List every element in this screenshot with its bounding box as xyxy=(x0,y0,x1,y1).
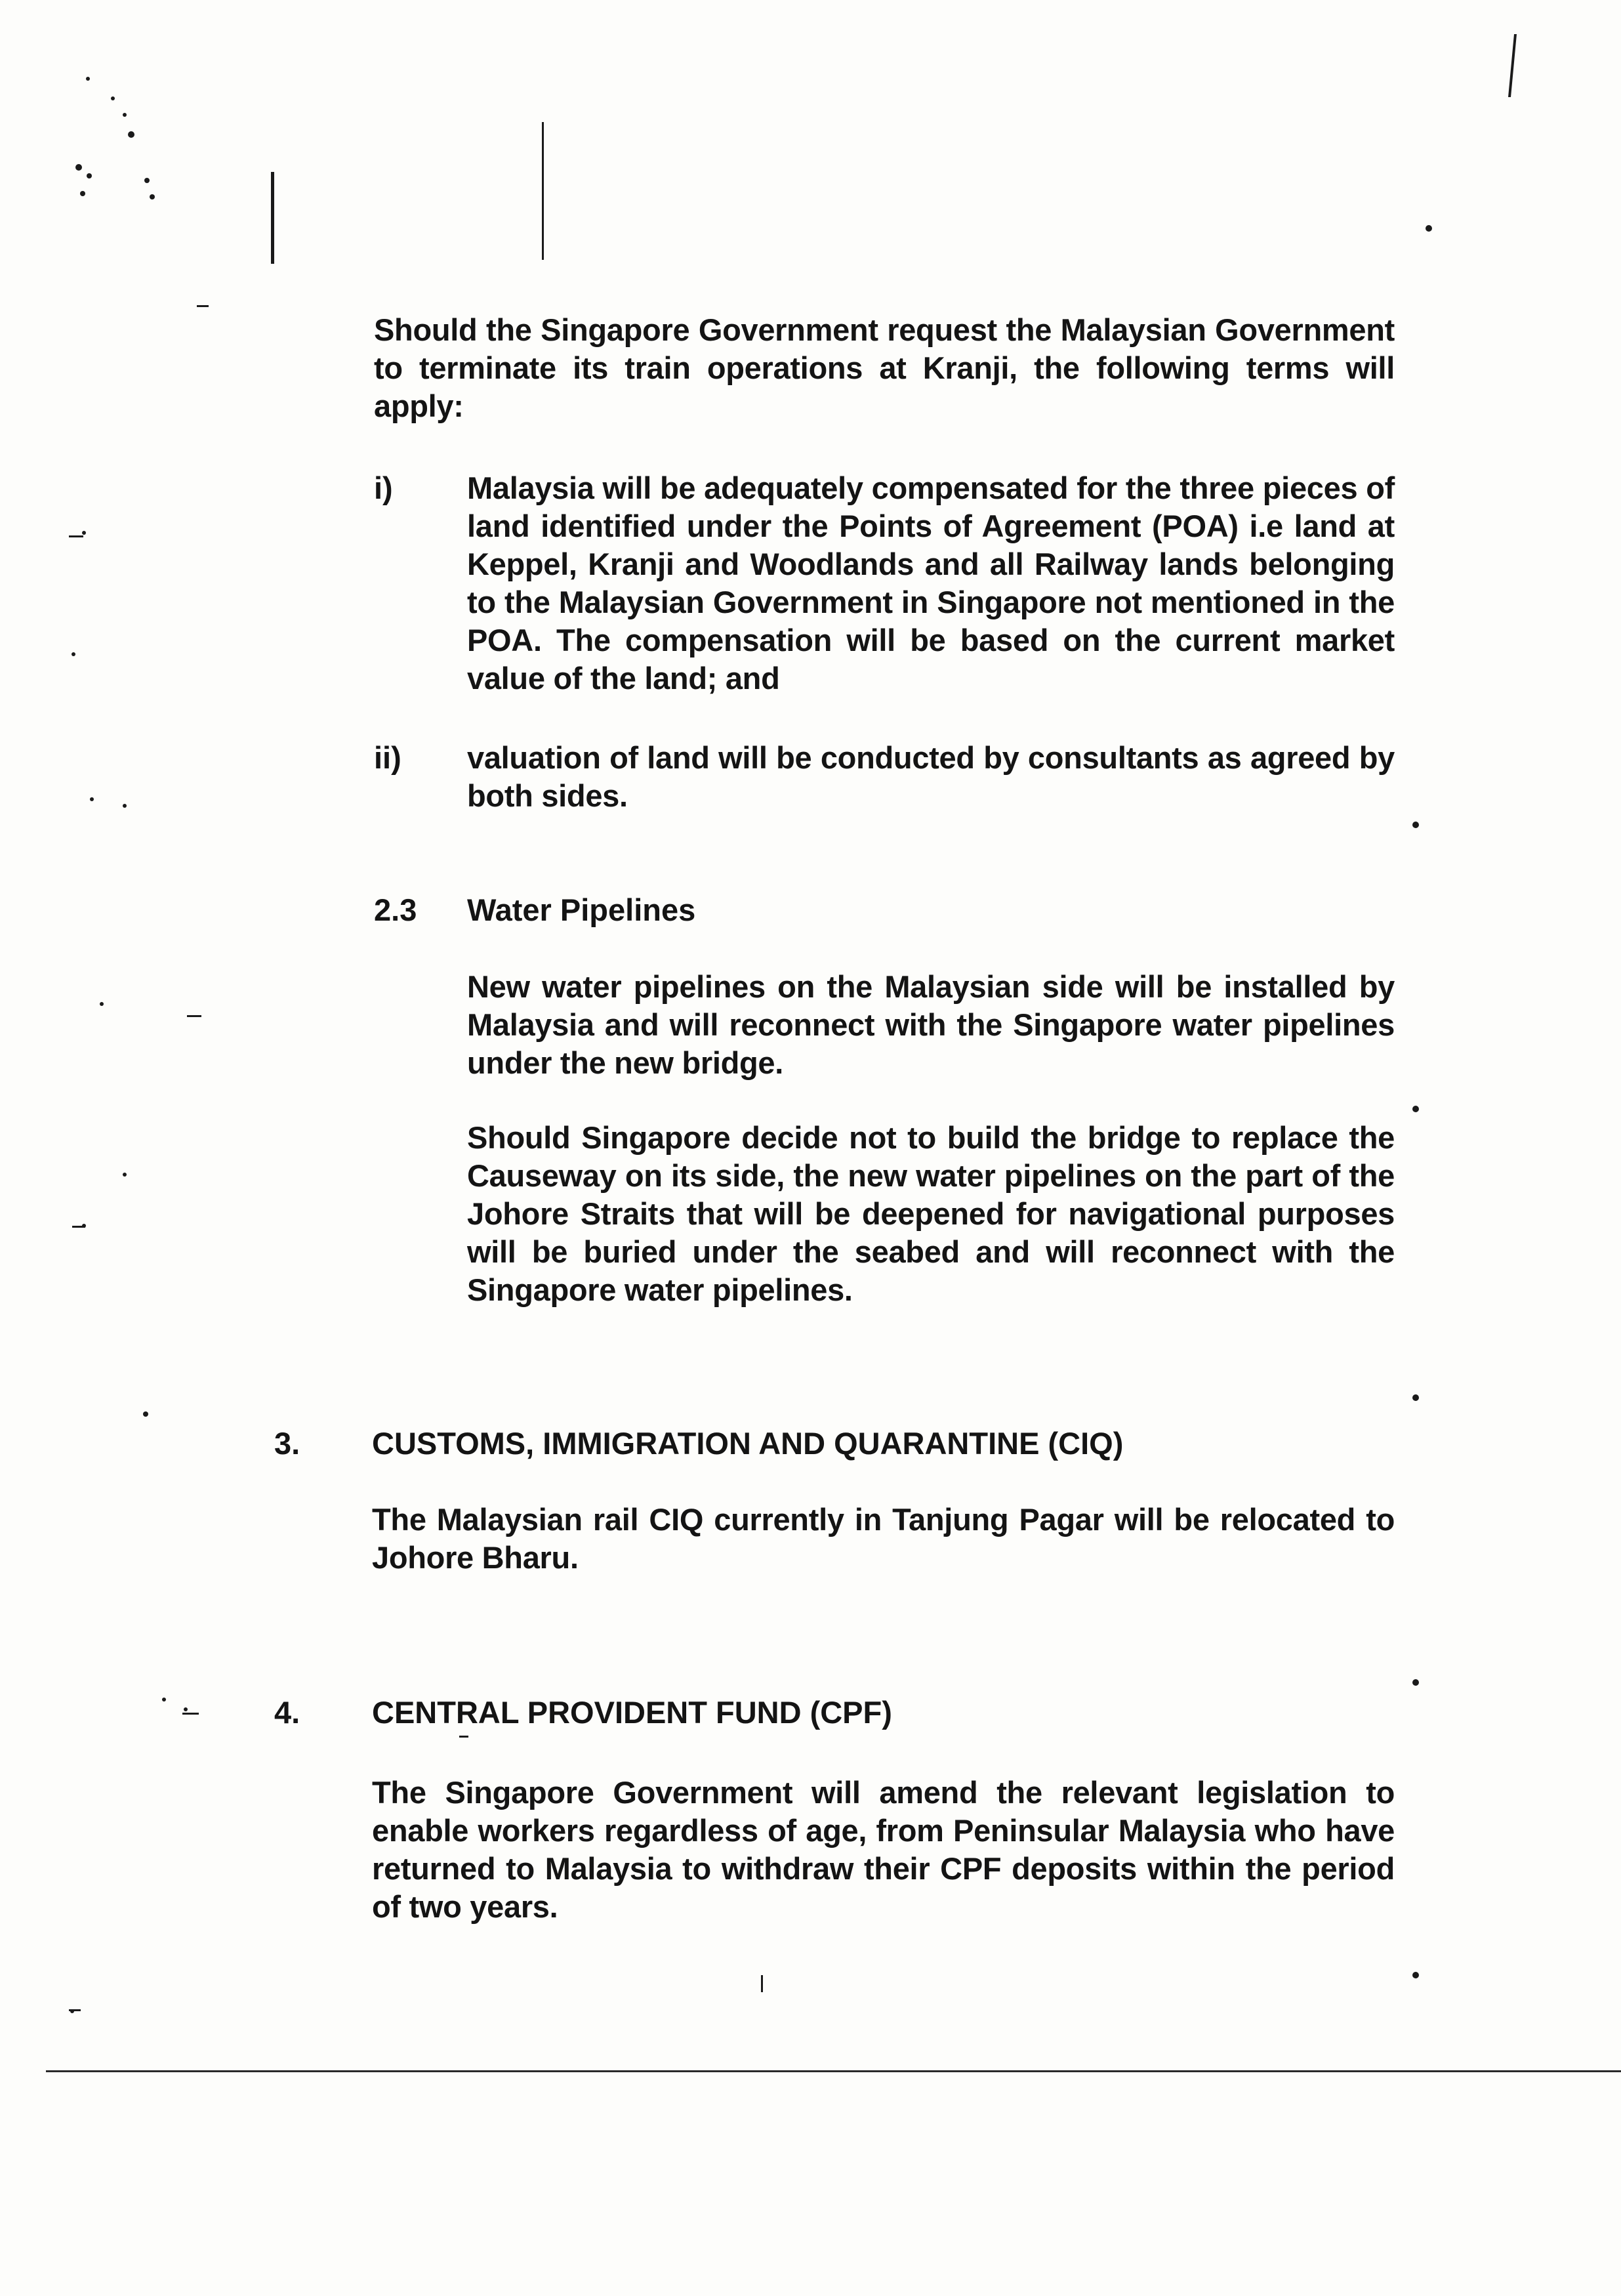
term-text-1: Malaysia will be adequately compensated for the three pieces of land identified under the Points of Agreement (POA) i.e land at Keppel, Kranji and Woodlands and all Railway lands belonging to the Malaysian Government in Singapore not mentioned in the POA. The compensation will be based on the current market value of the land; and xyxy=(467,470,1395,696)
section-3-title: CUSTOMS, IMMIGRATION AND QUARANTINE (CIQ) xyxy=(372,1426,1124,1461)
section-4-number: 4. xyxy=(274,1695,300,1730)
term-marker-1: i) xyxy=(374,470,393,505)
section-3-paragraph: The Malaysian rail CIQ currently in Tanjung Pagar will be relocated to Johore Bharu. xyxy=(372,1502,1395,1575)
section-3-number: 3. xyxy=(274,1426,300,1461)
section-2-3-number: 2.3 xyxy=(374,892,417,927)
section-4-title: CENTRAL PROVIDENT FUND (CPF) xyxy=(372,1695,892,1730)
intro-paragraph: Should the Singapore Government request the Malaysian Government to terminate its train operations at Kranji, the following terms will apply: xyxy=(374,312,1395,423)
term-marker-2: ii) xyxy=(374,740,401,775)
footer-rule xyxy=(46,2070,1621,2072)
section-2-3-paragraph-1: New water pipelines on the Malaysian side will be installed by Malaysia and will reconnect with the Singapore water pipelines under the new bridge. xyxy=(467,969,1395,1080)
section-2-3-title: Water Pipelines xyxy=(467,892,696,927)
section-4-paragraph: The Singapore Government will amend the relevant legislation to enable workers regardless of age, from Peninsular Malaysia who have returned to Malaysia to withdraw their CPF deposits within the period of two years. xyxy=(372,1775,1395,1924)
term-text-2: valuation of land will be conducted by consultants as agreed by both sides. xyxy=(467,740,1395,813)
section-2-3-paragraph-2: Should Singapore decide not to build the bridge to replace the Causeway on its side, the new water pipelines on the part of the Johore Straits that will be deepened for navigational purposes will be buried under the seabed and will reconnect with the Singapore water pipelines. xyxy=(467,1120,1395,1307)
